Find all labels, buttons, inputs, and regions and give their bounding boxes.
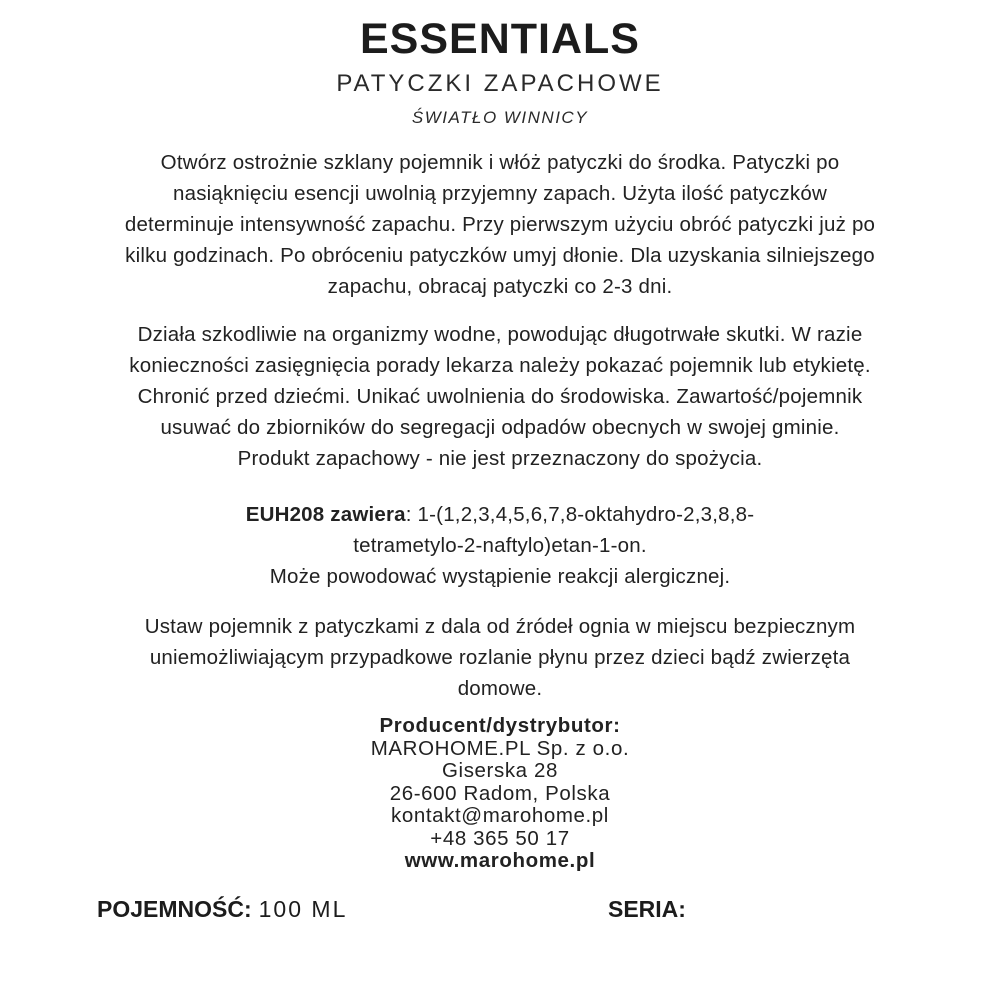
series-field <box>608 896 686 923</box>
euh208-label: EUH208 zawiera <box>245 503 406 527</box>
hazard-warning <box>0 319 1000 474</box>
scent-name: ŚWIATŁO WINNICY <box>411 108 589 128</box>
producer-block <box>0 715 1000 873</box>
producer-phone: +48 365 50 17 <box>430 826 570 850</box>
usage-line: Otwórz ostrożnie szklany pojemnik i włóż patyczki do środka. Patyczki po <box>160 151 840 175</box>
warning-line: Chronić przed dziećmi. Unikać uwolnienia do środowiska. Zawartość/pojemnik <box>137 385 863 409</box>
safety-line: Ustaw pojemnik z patyczkami z dala od źródeł ognia w miejscu bezpiecznym <box>144 615 856 639</box>
safety-line: domowe. <box>457 677 543 701</box>
euh208-substance: : 1-(1,2,3,4,5,6,7,8-oktahydro-2,3,8,8- <box>405 503 755 527</box>
euh208-statement <box>0 499 1000 592</box>
safety-line: uniemożliwiającym przypadkowe rozlanie płynu przez dzieci bądź zwierzęta <box>149 646 851 670</box>
euh208-line: Może powodować wystąpienie reakcji alergicznej. <box>269 565 731 589</box>
euh208-line: tetrametylo-2-naftylo)etan-1-on. <box>353 534 647 558</box>
brand-title: ESSENTIALS <box>360 15 640 63</box>
producer-street: Giserska 28 <box>442 759 558 783</box>
product-name: PATYCZKI ZAPACHOWE <box>336 70 664 98</box>
usage-instructions <box>0 147 1000 302</box>
producer-website: www.marohome.pl <box>404 849 596 873</box>
usage-line: kilku godzinach. Po obróceniu patyczków umyj dłonie. Dla uzyskania silniejszego <box>125 244 875 268</box>
capacity-field <box>97 896 347 923</box>
capacity-value: 100 ML <box>258 896 348 922</box>
producer-heading: Producent/dystrybutor: <box>379 714 621 738</box>
usage-line: nasiąknięciu esencji uwolnią przyjemny zapach. Użyta ilość patyczków <box>173 182 827 206</box>
usage-line: zapachu, obracaj patyczki co 2-3 dni. <box>327 275 673 299</box>
producer-email: kontakt@marohome.pl <box>391 804 609 828</box>
usage-line: determinuje intensywność zapachu. Przy pierwszym użyciu obróć patyczki już po <box>124 213 876 237</box>
warning-line: Produkt zapachowy - nie jest przeznaczony do spożycia. <box>237 447 763 471</box>
label-header <box>0 0 1000 128</box>
warning-line: usuwać do zbiorników do segregacji odpadów obecnych w swojej gminie. <box>160 416 840 440</box>
producer-city: 26-600 Radom, Polska <box>389 781 611 805</box>
euh208-line <box>0 499 1000 530</box>
capacity-label: POJEMNOŚĆ: <box>97 896 252 922</box>
warning-line: Działa szkodliwie na organizmy wodne, powodując długotrwałe skutki. W razie <box>137 323 863 347</box>
producer-company: MAROHOME.PL Sp. z o.o. <box>370 736 630 760</box>
safety-notice <box>0 611 1000 704</box>
warning-line: konieczności zasięgnięcia porady lekarza należy pokazać pojemnik lub etykietę. <box>129 354 871 378</box>
series-label: SERIA: <box>608 896 686 922</box>
